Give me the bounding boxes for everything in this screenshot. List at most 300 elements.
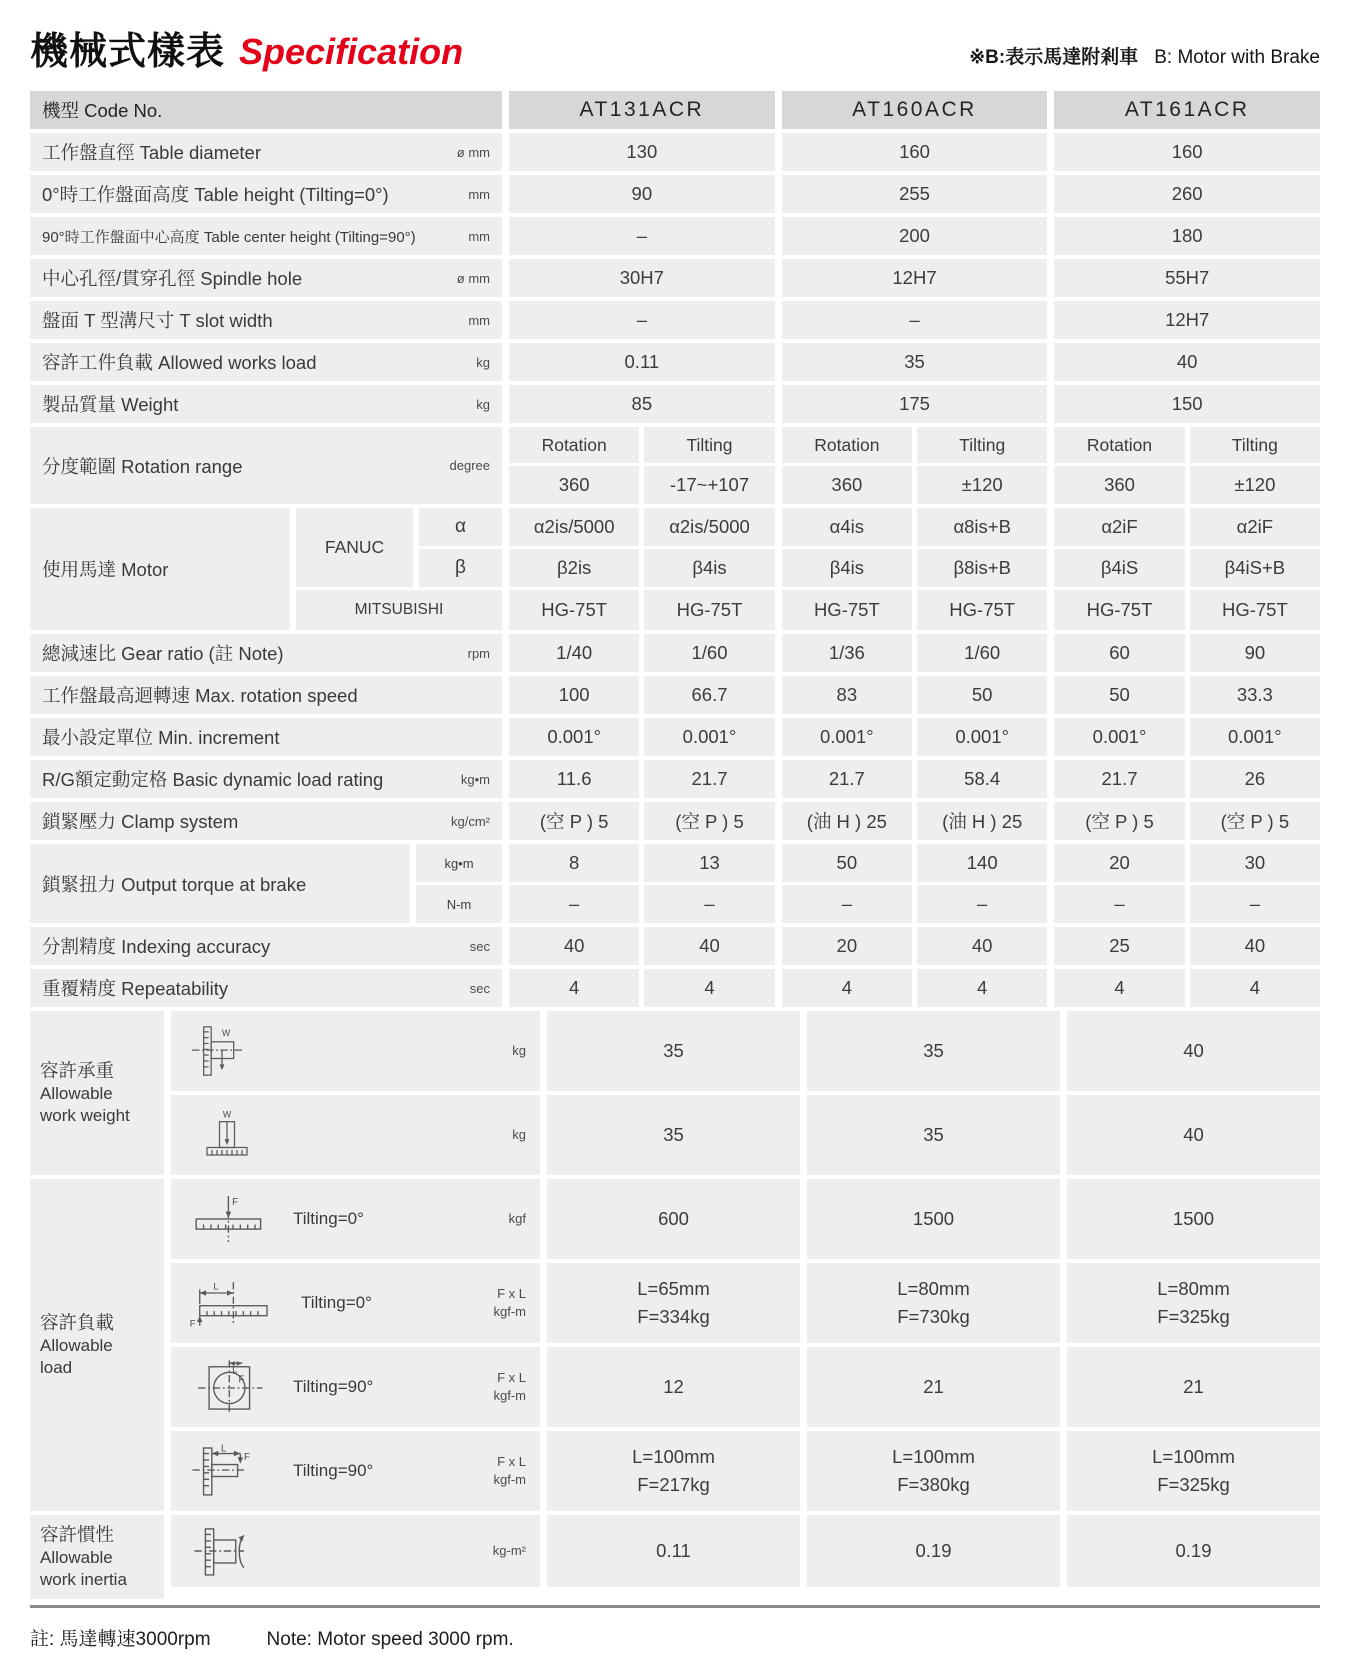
- row-label: [30, 175, 502, 213]
- torque-row: [30, 844, 1320, 923]
- group-label-line: load: [40, 1358, 73, 1378]
- value-cell: 66.7: [644, 676, 774, 714]
- svg-text:L: L: [221, 1443, 227, 1455]
- value-cell: α2is/5000: [509, 508, 639, 546]
- model-column: [782, 343, 1048, 381]
- value-cell: 4: [1054, 969, 1184, 1007]
- row-label: [30, 385, 502, 423]
- data-region: [509, 760, 1320, 798]
- spec-row: [30, 343, 1320, 381]
- data-region: [509, 175, 1320, 213]
- model-column: [509, 718, 775, 756]
- model-column: [1054, 844, 1320, 882]
- spec-table: [30, 91, 1320, 1608]
- row-label: [30, 217, 502, 255]
- model-column: [782, 301, 1048, 339]
- model-column: [782, 175, 1048, 213]
- value-cell: β2is: [509, 549, 639, 587]
- group-label: [30, 1011, 164, 1175]
- row-label-text: 中心孔徑/貫穿孔徑 Spindle hole: [42, 268, 303, 289]
- model-column: [1054, 427, 1320, 463]
- value-cell: 0.001°: [1054, 718, 1184, 756]
- value-cell: 40: [917, 927, 1047, 965]
- model-column: [1067, 1095, 1320, 1175]
- value-cell: 260: [1054, 175, 1320, 213]
- value-cell: (油 H ) 25: [917, 802, 1047, 840]
- value-cell: 40: [1190, 927, 1320, 965]
- row-label-text: 最小設定單位 Min. increment: [42, 727, 280, 748]
- page-title-zh: 機械式樣表: [30, 31, 226, 73]
- work-weight-tilted-icon: [187, 1019, 267, 1083]
- row-label: [30, 969, 502, 1007]
- row-label-text: 重覆精度 Repeatability: [42, 978, 229, 999]
- model-column: [1054, 343, 1320, 381]
- value-cell: HG-75T: [917, 590, 1047, 630]
- spec-row: [30, 301, 1320, 339]
- sub-header-cell: Rotation: [509, 427, 639, 463]
- model-column: [547, 1179, 800, 1259]
- row-label-text: 製品質量 Weight: [42, 394, 179, 415]
- value-cell: α8is+B: [917, 508, 1047, 546]
- value-cell: 160: [1054, 133, 1320, 171]
- value-cell: β4iS+B: [1190, 549, 1320, 587]
- data-region: [509, 927, 1320, 965]
- row-label: [30, 634, 502, 672]
- footer-note-zh: 註: 馬達轉速3000rpm: [30, 1629, 211, 1651]
- unit-label: mm: [468, 312, 490, 328]
- row-label-text: 0°時工作盤面高度 Table height (Tilting=0°): [42, 184, 389, 205]
- sub-header-cell: Tilting: [644, 427, 774, 463]
- icon-cell: [171, 1347, 540, 1427]
- model-column: [782, 385, 1048, 423]
- model-column: [509, 427, 775, 463]
- svg-text:W: W: [222, 1109, 232, 1120]
- unit-label: ø mm: [456, 144, 490, 160]
- group-label-line: work weight: [40, 1106, 130, 1126]
- tilting-caption: Tilting=90°: [293, 1461, 374, 1480]
- unit-label: kg•m: [460, 771, 490, 787]
- value-cell: β4iS: [1054, 549, 1184, 587]
- brake-note-en: B: Motor with Brake: [1154, 47, 1320, 68]
- model-column: [509, 969, 775, 1007]
- data-region: [509, 343, 1320, 381]
- row-label-text: 工作盤最高迴轉速 Max. rotation speed: [42, 685, 358, 706]
- model-column: [509, 343, 775, 381]
- model-column: [509, 676, 775, 714]
- data-region: [509, 885, 1320, 923]
- model-column: [547, 1011, 800, 1091]
- value-cell: 0.001°: [644, 718, 774, 756]
- unit-label: kg: [512, 1043, 526, 1059]
- page-title-en: Specification: [239, 31, 464, 72]
- model-column: [1067, 1431, 1320, 1511]
- load-fl-tilting90-face-icon: [187, 1357, 279, 1417]
- data-region: [547, 1515, 1320, 1587]
- value-cell: 4: [917, 969, 1047, 1007]
- value-cell: 30H7: [509, 259, 775, 297]
- sub-header-cell: Tilting: [917, 427, 1047, 463]
- model-column: [509, 844, 775, 882]
- value-cell: 4: [644, 969, 774, 1007]
- value-cell: –: [644, 885, 774, 923]
- value-cell: -17~+107: [644, 466, 774, 504]
- group-row: [30, 1179, 1320, 1511]
- value-cell: 11.6: [509, 760, 639, 798]
- group-label-line: Allowable: [40, 1548, 113, 1568]
- model-column: [782, 466, 1048, 504]
- group-label-line: Allowable: [40, 1335, 113, 1355]
- value-cell: 360: [1054, 466, 1184, 504]
- model-column: [509, 385, 775, 423]
- icon-cell: [171, 1431, 540, 1511]
- model-column: [1054, 634, 1320, 672]
- value-cell: 21.7: [1054, 760, 1184, 798]
- model-column: [782, 259, 1048, 297]
- value-cell: 40: [1067, 1095, 1320, 1175]
- data-region: [547, 1263, 1320, 1343]
- title-bar: [30, 20, 1320, 75]
- value-cell: 90: [509, 175, 775, 213]
- row-label: [30, 676, 502, 714]
- data-region: [547, 1347, 1320, 1427]
- data-region: [509, 634, 1320, 672]
- value-cell: HG-75T: [1190, 590, 1320, 630]
- beta-series-label: β: [419, 549, 502, 587]
- value-cell: 12: [547, 1347, 800, 1427]
- rotation-range-row: [30, 427, 1320, 504]
- spec-row: [30, 385, 1320, 423]
- row-label-text: 分割精度 Indexing accuracy: [42, 936, 271, 957]
- tilting-caption: Tilting=90°: [293, 1377, 374, 1396]
- code-label: [30, 91, 502, 129]
- unit-label: kg•m: [416, 844, 502, 882]
- model-column: [547, 1095, 800, 1175]
- value-cell: –: [509, 885, 639, 923]
- value-cell: 25: [1054, 927, 1184, 965]
- model-column: [547, 1431, 800, 1511]
- value-cell: 33.3: [1190, 676, 1320, 714]
- svg-text:F: F: [238, 1374, 245, 1386]
- data-region: [509, 969, 1320, 1007]
- alpha-series-label: α: [419, 508, 502, 546]
- model-column: [807, 1347, 1060, 1427]
- model-column: [1054, 259, 1320, 297]
- data-region: [509, 217, 1320, 255]
- value-cell: α2iF: [1190, 508, 1320, 546]
- model-column: [1067, 1179, 1320, 1259]
- value-cell: 4: [509, 969, 639, 1007]
- model-column: [807, 1011, 1060, 1091]
- value-cell: 1500: [807, 1179, 1060, 1259]
- value-cell: –: [917, 885, 1047, 923]
- value-cell: ±120: [1190, 466, 1320, 504]
- spec-row: [30, 259, 1320, 297]
- value-cell: L=80mm F=730kg: [807, 1263, 1060, 1343]
- value-cell: α2is/5000: [644, 508, 774, 546]
- row-label: [30, 802, 502, 840]
- load-f-tilting0-icon: [187, 1192, 279, 1246]
- value-cell: 180: [1054, 217, 1320, 255]
- value-cell: 12H7: [782, 259, 1048, 297]
- row-label: [30, 427, 502, 504]
- model-column: [1054, 91, 1320, 129]
- row-label-text: R/G額定動定格 Basic dynamic load rating: [42, 769, 384, 790]
- value-cell: L=100mm F=380kg: [807, 1431, 1060, 1511]
- model-column: [547, 1515, 800, 1587]
- value-cell: 13: [644, 844, 774, 882]
- value-cell: 90: [1190, 634, 1320, 672]
- value-cell: α2iF: [1054, 508, 1184, 546]
- data-region: [509, 133, 1320, 171]
- value-cell: –: [509, 217, 775, 255]
- value-cell: 21: [807, 1347, 1060, 1427]
- tilting-caption: Tilting=0°: [301, 1293, 372, 1312]
- brake-note: [969, 42, 1320, 75]
- value-cell: 4: [782, 969, 912, 1007]
- row-label: [30, 760, 502, 798]
- unit-label: kgf: [508, 1211, 526, 1227]
- value-cell: 8: [509, 844, 639, 882]
- model-column: [1054, 760, 1320, 798]
- model-column: [509, 466, 775, 504]
- row-label: [30, 259, 502, 297]
- model-column: [1054, 508, 1320, 546]
- model-column: [1067, 1515, 1320, 1587]
- model-column: [1054, 466, 1320, 504]
- value-cell: 21.7: [644, 760, 774, 798]
- row-label-text: 90°時工作盤面中心高度 Table center height (Tilting=90°): [42, 228, 416, 246]
- model-column: [1054, 385, 1320, 423]
- unit-label: kg: [476, 396, 490, 412]
- group-label: [30, 1515, 164, 1599]
- unit-label: mm: [468, 186, 490, 202]
- data-region: [509, 590, 1320, 630]
- model-column: [547, 1263, 800, 1343]
- value-cell: α4is: [782, 508, 912, 546]
- value-cell: 0.11: [509, 343, 775, 381]
- svg-text:L: L: [232, 1364, 238, 1376]
- group-label-line: work inertia: [40, 1570, 127, 1590]
- value-cell: 60: [1054, 634, 1184, 672]
- value-cell: L=100mm F=325kg: [1067, 1431, 1320, 1511]
- model-column: [509, 802, 775, 840]
- model-column: [782, 718, 1048, 756]
- value-cell: 83: [782, 676, 912, 714]
- group-row: [30, 1011, 1320, 1175]
- code-row: [30, 91, 1320, 129]
- value-cell: 85: [509, 385, 775, 423]
- value-cell: HG-75T: [782, 590, 912, 630]
- data-region: [547, 1011, 1320, 1091]
- model-column: [782, 590, 1048, 630]
- row-label: [30, 844, 410, 923]
- value-cell: HG-75T: [644, 590, 774, 630]
- icon-cell: [171, 1515, 540, 1587]
- value-cell: 360: [509, 466, 639, 504]
- row-label: [30, 133, 502, 171]
- model-column: [1054, 217, 1320, 255]
- model-column: [1067, 1263, 1320, 1343]
- model-column: [1054, 927, 1320, 965]
- value-cell: 0.19: [1067, 1515, 1320, 1587]
- data-region: [509, 301, 1320, 339]
- unit-label: kg-m²: [492, 1543, 526, 1559]
- motor-row: [30, 508, 1320, 630]
- unit-label: F x L kgf-m: [493, 1286, 526, 1319]
- model-column: [509, 760, 775, 798]
- value-cell: (空 P ) 5: [1190, 802, 1320, 840]
- code-label-text: 機型 Code No.: [42, 100, 163, 121]
- value-cell: 40: [1054, 343, 1320, 381]
- icon-cell: [171, 1095, 540, 1175]
- unit-label: kg: [512, 1127, 526, 1143]
- group-label: [30, 1179, 164, 1511]
- model-column: [782, 927, 1048, 965]
- row-label-text: 鎖緊壓力 Clamp system: [42, 811, 239, 832]
- brake-note-zh: ※B:表示馬達附剎車: [969, 47, 1139, 68]
- model-column: [807, 1515, 1060, 1587]
- model-column: [807, 1263, 1060, 1343]
- value-cell: (空 P ) 5: [1054, 802, 1184, 840]
- model-column: [782, 844, 1048, 882]
- spec-row: [30, 175, 1320, 213]
- unit-label: degree: [449, 458, 490, 473]
- row-label-text: 使用馬達 Motor: [42, 559, 169, 580]
- spec-row: [30, 133, 1320, 171]
- value-cell: 40: [1067, 1011, 1320, 1091]
- value-cell: HG-75T: [509, 590, 639, 630]
- group-label-line: 容許負載: [40, 1311, 115, 1333]
- row-label: [30, 508, 290, 630]
- value-cell: 360: [782, 466, 912, 504]
- model-column: [782, 802, 1048, 840]
- value-cell: –: [782, 301, 1048, 339]
- model-column: [807, 1431, 1060, 1511]
- footer-note-en: Note: Motor speed 3000 rpm.: [266, 1629, 514, 1651]
- value-cell: 50: [782, 844, 912, 882]
- data-region: [509, 508, 1320, 546]
- unit-label: ø mm: [456, 270, 490, 286]
- unit-label: F x L kgf-m: [493, 1454, 526, 1487]
- value-cell: 40: [644, 927, 774, 965]
- value-cell: 21.7: [782, 760, 912, 798]
- model-column: [1067, 1347, 1320, 1427]
- value-cell: –: [509, 301, 775, 339]
- model-column: [782, 885, 1048, 923]
- unit-label: F x L kgf-m: [493, 1370, 526, 1403]
- mitsubishi-label: MITSUBISHI: [296, 590, 502, 630]
- spec-row: [30, 217, 1320, 255]
- data-region: [547, 1179, 1320, 1259]
- unit-label: rpm: [467, 645, 490, 661]
- value-cell: 0.001°: [782, 718, 912, 756]
- model-column: [1054, 885, 1320, 923]
- model-column: [1054, 175, 1320, 213]
- value-cell: 20: [782, 927, 912, 965]
- value-cell: 35: [547, 1095, 800, 1175]
- load-fl-tilting0-icon: [187, 1276, 287, 1330]
- model-column: [547, 1347, 800, 1427]
- row-label-text: 分度範圍 Rotation range: [42, 455, 243, 477]
- model-column: [1054, 549, 1320, 587]
- work-weight-upright-icon: [187, 1103, 267, 1167]
- spec-row: [30, 927, 1320, 965]
- model-column: [1054, 301, 1320, 339]
- spec-row: [30, 802, 1320, 840]
- row-label-text: 總減速比 Gear ratio (註 Note): [42, 643, 284, 664]
- model-column: [782, 634, 1048, 672]
- fanuc-label: FANUC: [296, 508, 413, 587]
- value-cell: 1/40: [509, 634, 639, 672]
- value-cell: 140: [917, 844, 1047, 882]
- value-cell: 1500: [1067, 1179, 1320, 1259]
- data-region: [509, 259, 1320, 297]
- model-column: [509, 549, 775, 587]
- value-cell: L=65mm F=334kg: [547, 1263, 800, 1343]
- row-label-text: 工作盤直徑 Table diameter: [42, 142, 261, 163]
- footer-note: [30, 1624, 1320, 1665]
- model-column: [509, 301, 775, 339]
- model-column: [782, 508, 1048, 546]
- row-label: [30, 301, 502, 339]
- model-column: [509, 133, 775, 171]
- model-column: [1054, 802, 1320, 840]
- model-header: AT160ACR: [782, 91, 1048, 129]
- value-cell: 26: [1190, 760, 1320, 798]
- value-cell: 55H7: [1054, 259, 1320, 297]
- model-column: [509, 634, 775, 672]
- value-cell: 0.19: [807, 1515, 1060, 1587]
- value-cell: 150: [1054, 385, 1320, 423]
- value-cell: HG-75T: [1054, 590, 1184, 630]
- work-inertia-icon: [187, 1521, 279, 1581]
- model-column: [807, 1095, 1060, 1175]
- value-cell: –: [1054, 885, 1184, 923]
- model-column: [782, 549, 1048, 587]
- data-region: [547, 1095, 1320, 1175]
- value-cell: 35: [547, 1011, 800, 1091]
- row-label: [30, 718, 502, 756]
- model-column: [782, 91, 1048, 129]
- value-cell: 35: [807, 1095, 1060, 1175]
- value-cell: 255: [782, 175, 1048, 213]
- model-column: [782, 427, 1048, 463]
- value-cell: 0.001°: [1190, 718, 1320, 756]
- value-cell: 21: [1067, 1347, 1320, 1427]
- unit-label: kg/cm²: [451, 813, 490, 829]
- value-cell: 4: [1190, 969, 1320, 1007]
- spec-row: [30, 634, 1320, 672]
- model-column: [509, 885, 775, 923]
- sub-header-cell: Rotation: [782, 427, 912, 463]
- model-column: [509, 217, 775, 255]
- model-column: [1054, 133, 1320, 171]
- group-label-line: Allowable: [40, 1083, 113, 1103]
- value-cell: L=80mm F=325kg: [1067, 1263, 1320, 1343]
- value-cell: β4is: [782, 549, 912, 587]
- model-column: [782, 760, 1048, 798]
- group-row: [30, 1515, 1320, 1599]
- model-column: [782, 676, 1048, 714]
- svg-text:W: W: [222, 1028, 231, 1038]
- data-region: [509, 549, 1320, 587]
- icon-cell: [171, 1263, 540, 1343]
- value-cell: β4is: [644, 549, 774, 587]
- value-cell: 50: [1054, 676, 1184, 714]
- unit-label: mm: [468, 228, 490, 244]
- row-label-text: 盤面 T 型溝尺寸 T slot width: [42, 310, 273, 331]
- svg-text:F: F: [232, 1197, 238, 1209]
